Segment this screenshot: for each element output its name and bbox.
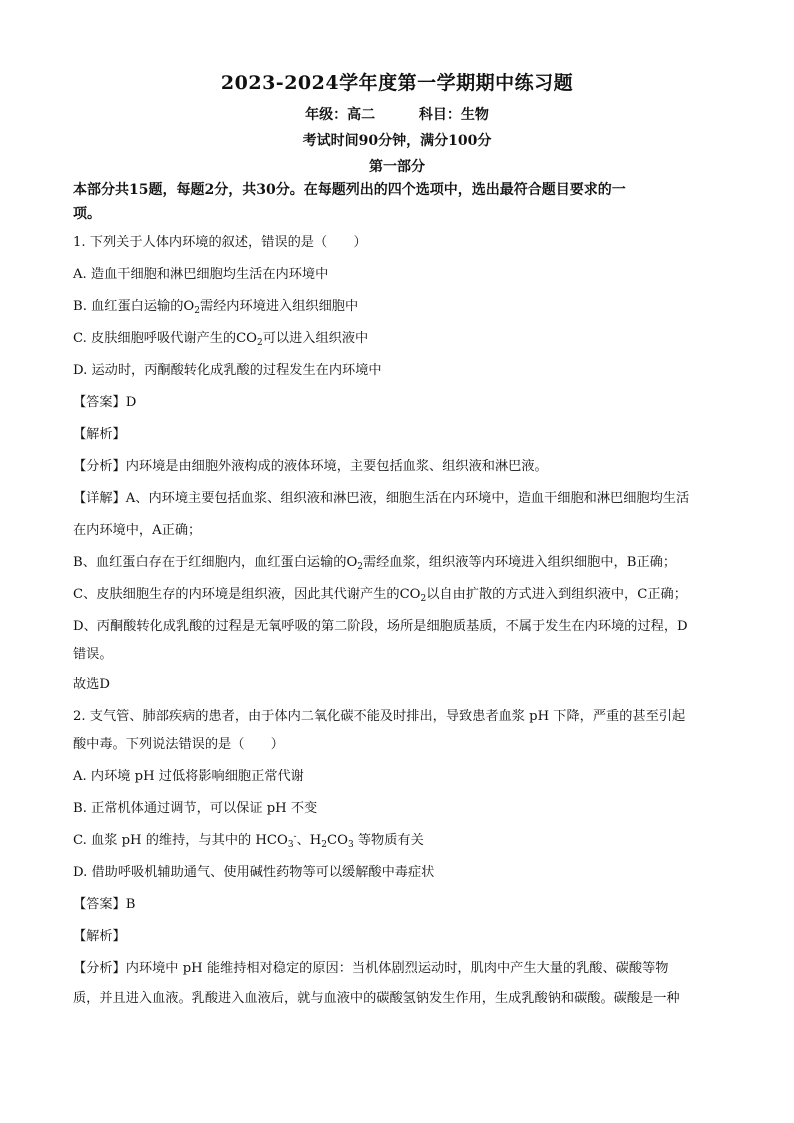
q1-detail-line-2: 在内环境中，A正确； bbox=[73, 523, 202, 538]
q2-stem-line-1: 2. 支气管、肺部疾病的患者，由于体内二氧化碳不能及时排出，导致患者血浆 pH 下降，严重的甚至引起 bbox=[73, 709, 686, 724]
q1-option-d: D. 运动时，丙酮酸转化成乳酸的过程发生在内环境中 bbox=[73, 363, 382, 378]
q2-fenxi-line-1: 【分析】内环境中 pH 能维持相对稳定的原因：当机体剧烈运动时，肌肉中产生大量的乳酸、碳酸等物 bbox=[73, 961, 669, 976]
q1-answer: 【答案】D bbox=[73, 395, 137, 410]
q2-option-b: B. 正常机体通过调节，可以保证 pH 不变 bbox=[73, 801, 318, 816]
q1-detail-line-4: C、皮肤细胞生存的内环境是组织液，因此其代谢产生的$CO_2$以自由扩散的方式进入到组织液中，C正确； bbox=[73, 587, 687, 604]
q2-fenxi-line-2: 质，并且进入血液。乳酸进入血液后，就与血液中的碳酸氢钠发生作用，生成乳酸钠和碳酸。碳酸是一种 bbox=[73, 991, 680, 1006]
q2-answer: 【答案】B bbox=[73, 897, 136, 912]
instructions-line-2: 项。 bbox=[73, 206, 101, 222]
q2-option-c: C. 血浆 pH 的维持，与其中的 $HCO_3^-$、$H_2CO_3$ 等物质有关 bbox=[73, 832, 424, 850]
instructions-line-1: 本部分共15题，每题2分，共30分。在每题列出的四个选项中，选出最符合题目要求的一 bbox=[73, 182, 626, 198]
grade-subject-line bbox=[0, 104, 794, 124]
q1-detail-line-1: 【详解】A、内环境主要包括血浆、组织液和淋巴液，细胞生活在内环境中，造血干细胞和淋巴细胞均生活 bbox=[73, 491, 690, 506]
q1-analysis-label: 【解析】 bbox=[73, 427, 126, 442]
q1-option-b: B. 血红蛋白运输的$O_2$需经内环境进入组织细胞中 bbox=[73, 299, 359, 316]
q1-fenxi: 【分析】内环境是由细胞外液构成的液体环境，主要包括血浆、组织液和淋巴液。 bbox=[73, 459, 548, 474]
q1-option-c: C. 皮肤细胞呼吸代谢产生的$CO_2$可以进入组织液中 bbox=[73, 331, 369, 348]
subject-label: 科目：生物 bbox=[418, 107, 489, 123]
part-heading: 第一部分 bbox=[369, 159, 425, 175]
q1-conclusion: 故选D bbox=[73, 677, 110, 692]
q1-detail-line-5: D、丙酮酸转化成乳酸的过程是无氧呼吸的第二阶段，场所是细胞质基质，不属于发生在内环境的过程，D bbox=[73, 619, 688, 634]
q2-analysis-label: 【解析】 bbox=[73, 929, 126, 944]
q2-option-d: D. 借助呼吸机辅助通气、使用碱性药物等可以缓解酸中毒症状 bbox=[73, 865, 435, 880]
q1-detail-line-6: 错误。 bbox=[73, 647, 113, 662]
q2-stem-line-2: 酸中毒。下列说法错误的是（ ） bbox=[73, 737, 284, 752]
grade-label: 年级：高二 bbox=[305, 107, 376, 123]
q1-option-a: A. 造血干细胞和淋巴细胞均生活在内环境中 bbox=[73, 267, 329, 282]
document-title: 2023-2024学年度第一学期期中练习题 bbox=[220, 72, 574, 94]
q1-detail-line-3: B、血红蛋白存在于红细胞内，血红蛋白运输的$O_2$需经血浆，组织液等内环境进入组织细胞中，B正确； bbox=[73, 555, 677, 572]
q2-option-a: A. 内环境 pH 过低将影响细胞正常代谢 bbox=[73, 769, 304, 784]
q1-stem: 1. 下列关于人体内环境的叙述，错误的是（ ） bbox=[73, 235, 367, 250]
exam-info: 考试时间90分钟，满分100分 bbox=[302, 133, 492, 149]
